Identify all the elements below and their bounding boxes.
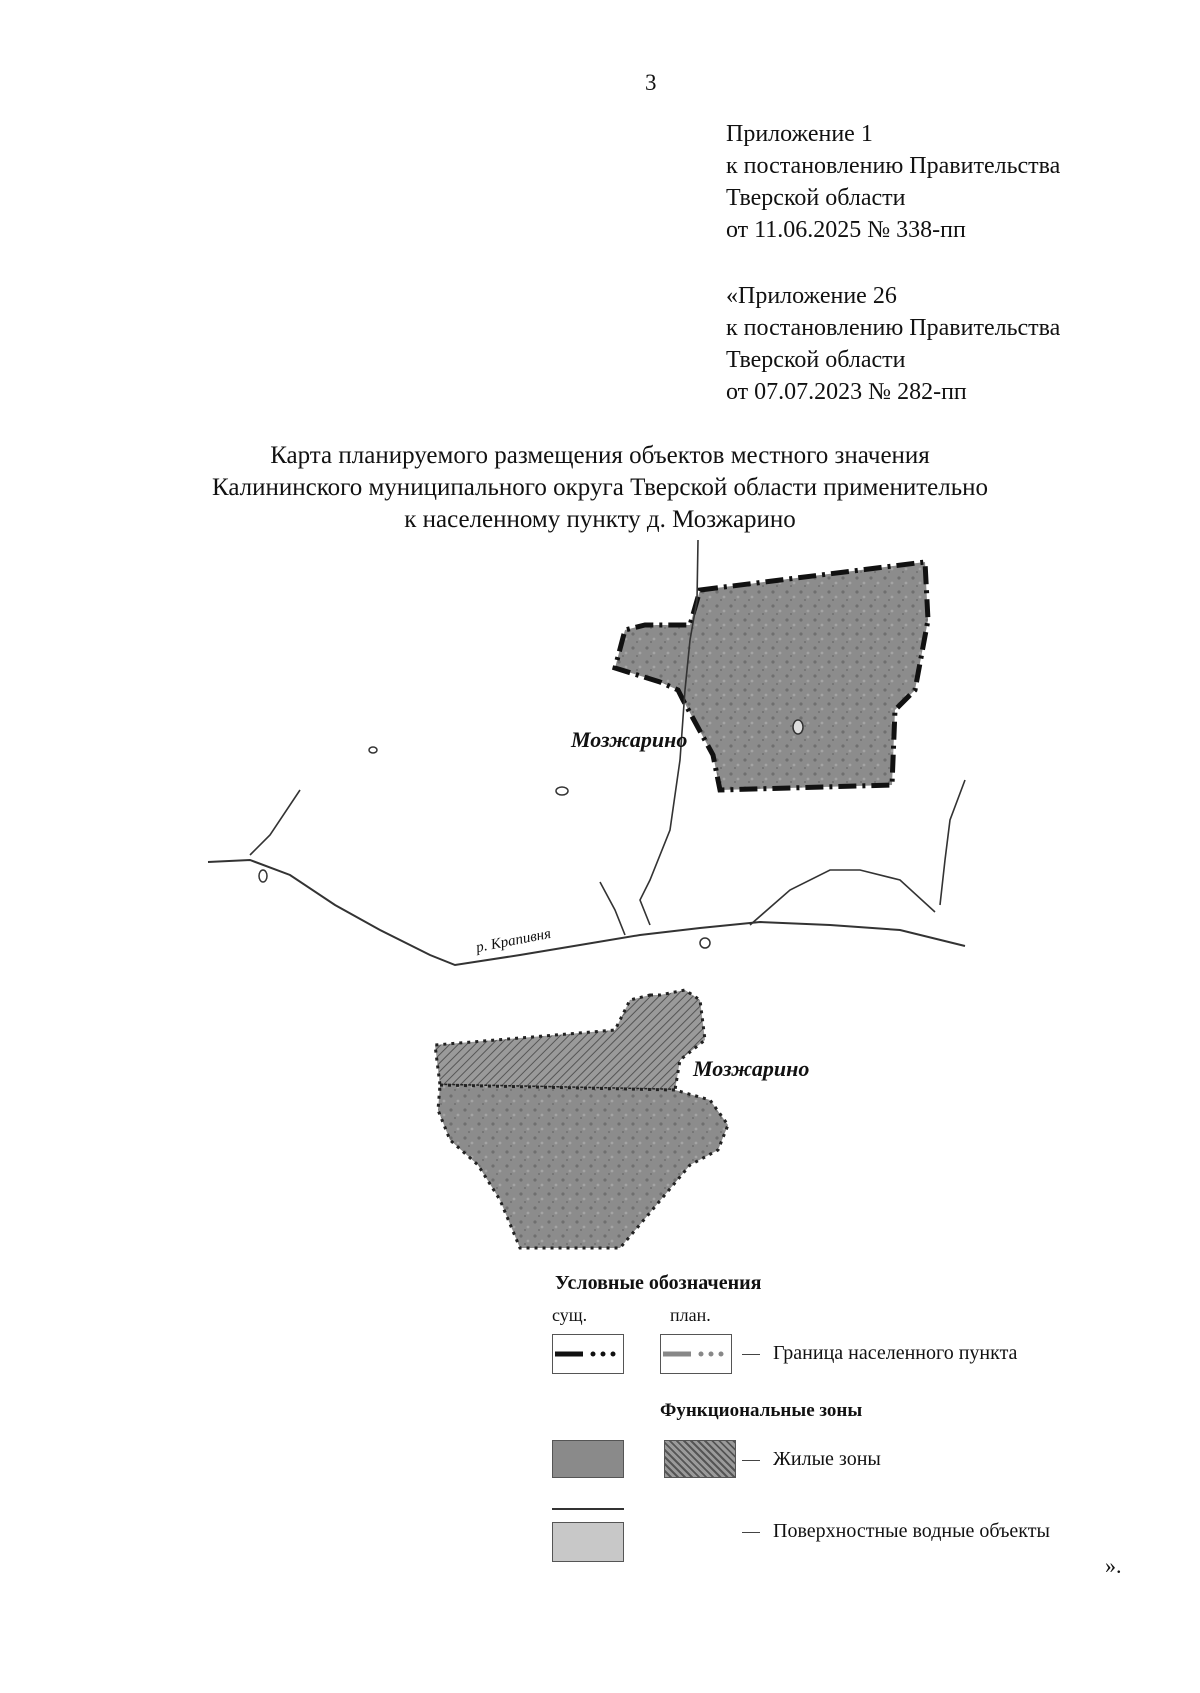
- map-title-line: к населенному пункту д. Мозжарино: [404, 506, 796, 533]
- pond-north: [793, 720, 803, 734]
- appendix-26-line: Тверской области: [726, 347, 906, 373]
- legend-boundary-planned-swatch: [660, 1334, 732, 1374]
- legend-leader-line: [742, 1354, 760, 1355]
- settlement-label-north: Мозжарино: [571, 727, 688, 752]
- legend-residential-label: Жилые зоны: [773, 1448, 881, 1470]
- legend-boundary-existing-swatch: [552, 1334, 624, 1374]
- legend-leader-line: [742, 1532, 760, 1533]
- appendix-26-line: «Приложение 26: [726, 283, 897, 309]
- appendix-26-line: к постановлению Правительства: [726, 315, 1061, 341]
- map-title-line: Калининского муниципального округа Тверской области применительно: [211, 474, 988, 501]
- legend-functional-zones: Функциональные зоны: [660, 1400, 863, 1421]
- appendix-26-line: от 07.07.2023 № 282-пп: [726, 379, 967, 405]
- appendix-1-line: Тверской области: [726, 185, 906, 211]
- pond-small-4: [259, 870, 267, 882]
- legend-leader-line: [742, 1460, 760, 1461]
- settlement-south-zone-speckled: [438, 1085, 728, 1248]
- legend-water-swatch: [552, 1522, 624, 1562]
- appendix-1-line: от 11.06.2025 № 338-пп: [726, 217, 966, 243]
- road-far-east: [940, 780, 965, 905]
- settlement-south-zone-hatched: [435, 990, 705, 1090]
- legend-boundary-label: Граница населенного пункта: [773, 1342, 1018, 1364]
- map-canvas: [0, 540, 1200, 1270]
- map-title-line: Карта планируемого размещения объектов местного значения: [270, 442, 930, 469]
- pond-small-1: [369, 747, 377, 753]
- road-stub: [600, 882, 625, 935]
- closing-quote: ».: [1105, 1553, 1122, 1578]
- page-number: 3: [645, 70, 657, 95]
- boundary-existing-symbol: [553, 1335, 623, 1373]
- legend-residential-existing-swatch: [552, 1440, 624, 1478]
- legend-col-existing: сущ.: [552, 1305, 588, 1325]
- road-east: [750, 870, 935, 925]
- legend-col-planned: план.: [670, 1305, 711, 1325]
- settlement-north-zone: [615, 562, 928, 790]
- boundary-planned-symbol: [661, 1335, 731, 1373]
- pond-small-2: [556, 787, 568, 795]
- appendix-1-header: [726, 118, 1060, 246]
- map-title: [150, 440, 1050, 536]
- appendix-26-header: [726, 280, 1060, 408]
- legend-water-line-symbol: [552, 1508, 624, 1510]
- legend-residential-planned-swatch: [664, 1440, 736, 1478]
- appendix-1-line: Приложение 1: [726, 121, 873, 147]
- legend-water-label: Поверхностные водные объекты: [773, 1520, 1050, 1542]
- pond-small-3: [700, 938, 710, 948]
- legend-title: Условные обозначения: [555, 1272, 762, 1294]
- river-label: р. Крапивня: [474, 925, 553, 957]
- appendix-1-line: к постановлению Правительства: [726, 153, 1061, 179]
- stream-left: [250, 790, 300, 855]
- settlement-label-south: Мозжарино: [693, 1056, 810, 1081]
- river-krapivnya: [208, 860, 965, 965]
